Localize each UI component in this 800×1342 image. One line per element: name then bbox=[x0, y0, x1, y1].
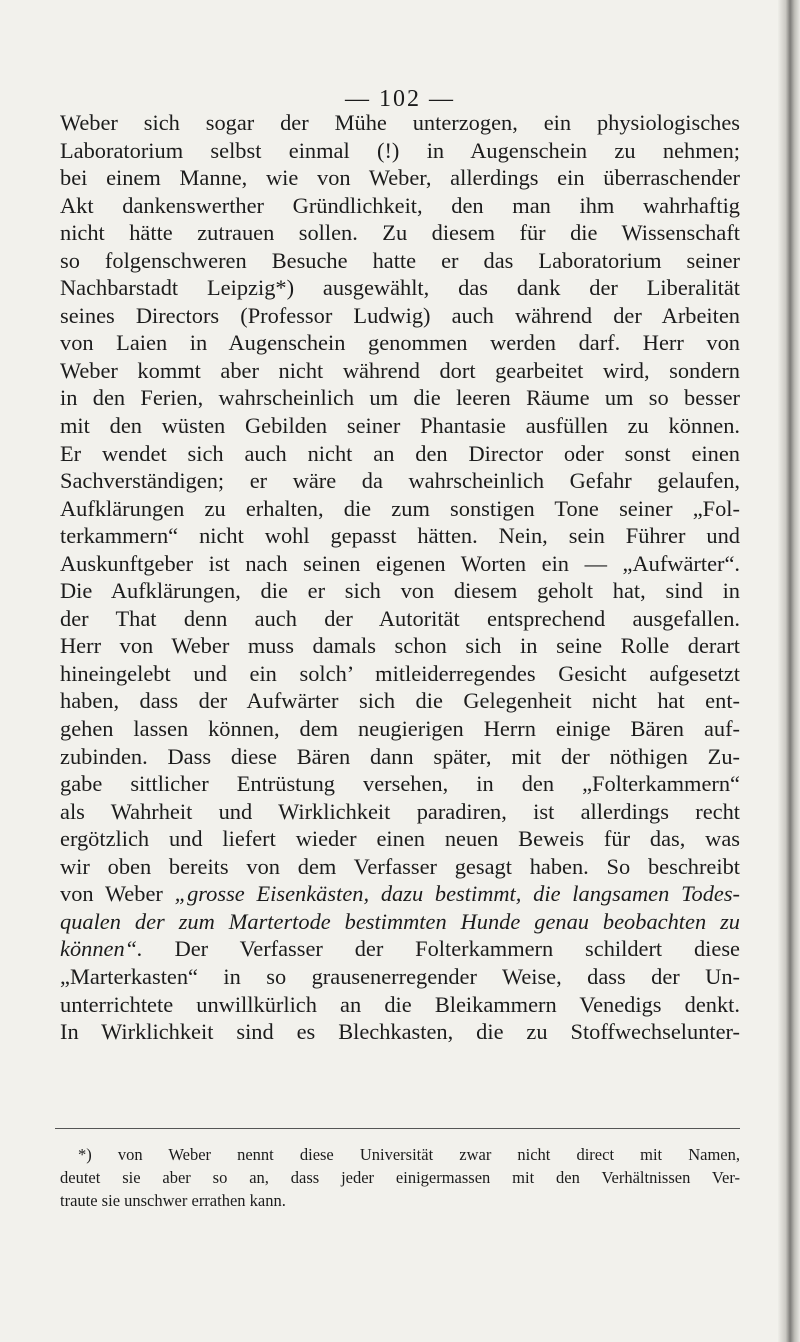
text-line: unterrichtete unwillkürlich an die Bleikammern Venedigs denkt. bbox=[60, 991, 740, 1017]
text-line: Herr von Weber muss damals schon sich in seine Rolle derart bbox=[60, 633, 740, 659]
text-line: Weber kommt aber nicht während dort gearbeitet wird, sondern bbox=[60, 357, 740, 383]
text-line: ergötzlich und liefert wieder einen neuen Beweis für das, was bbox=[60, 826, 740, 852]
text-line: In Wirklichkeit sind es Blechkasten, die zu Stoffwechselunter- bbox=[60, 1019, 740, 1045]
text-line: Weber sich sogar der Mühe unterzogen, ein physiologisches bbox=[60, 110, 740, 135]
page-number: — 102 — bbox=[345, 86, 455, 112]
text-line: Akt dankenswerther Gründlichkeit, den man ihm wahrhaftig bbox=[60, 192, 740, 218]
text-line: zubinden. Dass diese Bären dann später, mit der nöthigen Zu- bbox=[60, 743, 740, 769]
text-line bbox=[60, 908, 740, 936]
text-line: nicht hätte zutrauen sollen. Zu diesem für die Wissenschaft bbox=[60, 220, 740, 246]
text-line: hineingelebt und ein solch’ mitleiderregendes Gesicht aufgesetzt bbox=[60, 660, 740, 686]
text-line: haben, dass der Aufwärter sich die Gelegenheit nicht hat ent- bbox=[60, 688, 740, 714]
text-line: als Wahrheit und Wirklichkeit paradiren, ist allerdings recht bbox=[60, 798, 740, 824]
footnote-rule bbox=[55, 1128, 740, 1129]
text-line: in den Ferien, wahrscheinlich um die leeren Räume um so besser bbox=[60, 385, 740, 411]
text-line: der That denn auch der Autorität entsprechend ausgefallen. bbox=[60, 605, 740, 631]
text-run: Der Verfasser der Folterkammern schildert diese bbox=[142, 936, 740, 962]
footnote bbox=[60, 1143, 740, 1212]
body-text bbox=[60, 109, 740, 1046]
text-line: Sachverständigen; er wäre da wahrscheinlich Gefahr gelaufen, bbox=[60, 468, 740, 494]
footnote-line: traute sie unschwer errathen kann. bbox=[60, 1191, 286, 1210]
text-line: „Marterkasten“ in so grausenerregender Weise, dass der Un- bbox=[60, 963, 740, 989]
italic-quote: qualen der zum Martertode bestimmten Hunde genau beobachten zu bbox=[60, 908, 740, 934]
text-line: mit den wüsten Gebilden seiner Phantasie ausfüllen zu können. bbox=[60, 413, 740, 439]
text-line: Die Aufklärungen, die er sich von diesem geholt hat, sind in bbox=[60, 578, 740, 604]
footnote-line: *) von Weber nennt diese Universität zwar nicht direct mit Namen, bbox=[78, 1145, 740, 1164]
text-line: gabe sittlicher Entrüstung versehen, in den „Folterkammern“ bbox=[60, 771, 740, 797]
italic-quote: können“. bbox=[60, 936, 143, 962]
text-line: seines Directors (Professor Ludwig) auch während der Arbeiten bbox=[60, 302, 740, 328]
text-line: terkammern“ nicht wohl gepasst hätten. Nein, sein Führer und bbox=[60, 523, 740, 549]
text-line: Laboratorium selbst einmal (!) in Augenschein zu nehmen; bbox=[60, 137, 740, 163]
footnote-line: deutet sie aber so an, dass jeder einigermassen mit den Verhältnissen Ver- bbox=[60, 1168, 740, 1187]
text-line: Aufklärungen zu erhalten, die zum sonstigen Tone seiner „Fol- bbox=[60, 495, 740, 521]
text-line: Nachbarstadt Leipzig*) ausgewählt, das dank der Liberalität bbox=[60, 275, 740, 301]
text-line: so folgenschweren Besuche hatte er das Laboratorium seiner bbox=[60, 247, 740, 273]
text-line: wir oben bereits von dem Verfasser gesagt haben. So beschreibt bbox=[60, 853, 740, 879]
text-run: von Weber bbox=[60, 881, 175, 907]
text-line: bei einem Manne, wie von Weber, allerdings ein überraschender bbox=[60, 165, 740, 191]
text-line: Er wendet sich auch nicht an den Director oder sonst einen bbox=[60, 440, 740, 466]
text-line: gehen lassen können, dem neugierigen Herrn einige Bären auf- bbox=[60, 716, 740, 742]
text-line bbox=[60, 935, 740, 963]
text-line bbox=[60, 880, 740, 908]
text-line: Auskunftgeber ist nach seinen eigenen Worten ein — „Aufwärter“. bbox=[60, 550, 740, 576]
italic-quote: „grosse Eisenkästen, dazu bestimmt, die langsamen Todes- bbox=[174, 881, 740, 907]
page-edge-shadow bbox=[778, 0, 800, 1342]
text-line: von Laien in Augenschein genommen werden darf. Herr von bbox=[60, 330, 740, 356]
